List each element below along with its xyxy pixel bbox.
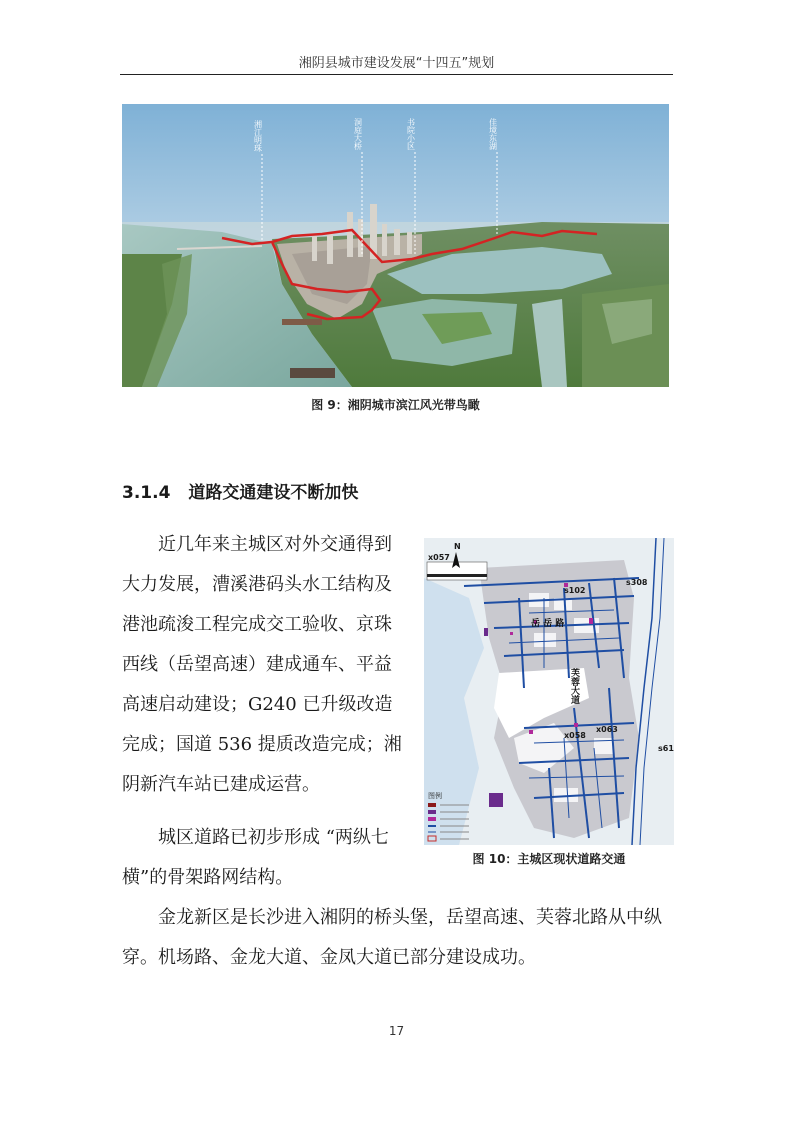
section-title: 道路交通建设不断加快	[188, 483, 359, 503]
road-label-x063: x063	[596, 725, 618, 734]
road-map	[424, 538, 674, 845]
paragraph-road-skeleton: 城区道路已初步形成 “两纵七横”的骨架路网结构。	[122, 827, 389, 888]
svg-text:图例: 图例	[428, 792, 442, 800]
compass-label: N	[454, 542, 461, 551]
svg-text:洞庭大桥: 洞庭大桥	[353, 118, 363, 150]
paragraph-jinlong-district: 金龙新区是长沙进入湘阴的桥头堡，岳望高速、芙蓉北路从中纵穿。机场路、金龙大道、金凤大道已部分建设成功。	[122, 907, 662, 968]
page-number: 17	[388, 1024, 405, 1038]
photo-label-3	[406, 117, 416, 151]
running-header: 湘阴县城市建设发展“十四五”规划	[298, 56, 495, 71]
header-rule	[120, 74, 673, 75]
road-map-illustration	[424, 538, 674, 845]
road-label-yueyang: 岳 岳 路	[531, 619, 565, 629]
photo-label-1	[254, 119, 263, 153]
section-heading	[122, 478, 358, 503]
road-label-x058: x058	[564, 731, 586, 740]
road-label-s102: s102	[564, 586, 586, 595]
figure9-caption: 图 9：湘阴城市滨江风光带鸟瞰	[311, 398, 480, 412]
paragraph-external-traffic: 近几年来主城区对外交通得到大力发展，漕溪港码头水工结构及港池疏浚工程完成交工验收、京珠西线（岳望高速）建成通车、平益高速启动建设；G240 已升级改造完成；国道 536 提质改造完成；湘阴新汽车站已建成运营。	[122, 534, 402, 795]
road-label-s308: s308	[626, 578, 648, 587]
road-label-s61: s61	[658, 744, 674, 753]
road-label-furong: 芙蓉大道	[569, 668, 579, 704]
svg-text:佳境东湖: 佳境东湖	[488, 118, 498, 150]
aerial-photo-illustration	[122, 104, 669, 387]
figure10-caption: 图 10：主城区现状道路交通	[472, 852, 626, 866]
photo-label-2	[354, 118, 363, 151]
photo-label-4	[489, 117, 498, 151]
svg-text:湘江明珠: 湘江明珠	[253, 120, 263, 152]
aerial-photo	[122, 104, 669, 387]
road-label-x057: x057	[428, 553, 450, 562]
section-number: 3.1.4	[122, 483, 171, 503]
svg-text:书院小区: 书院小区	[406, 118, 416, 150]
